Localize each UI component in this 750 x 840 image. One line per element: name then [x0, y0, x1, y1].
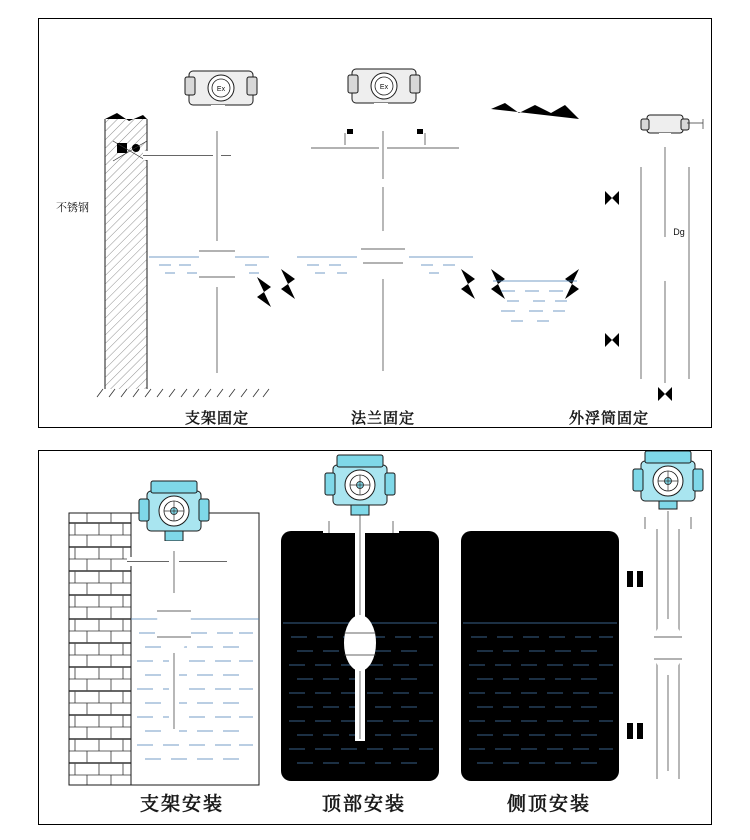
caption-bracket-fixed: 支架固定 [184, 410, 249, 427]
caption-side-top-mount: 侧顶安装 [506, 794, 591, 815]
figure-external-chamber-fixed [491, 103, 703, 409]
figure-top-mount [281, 455, 439, 781]
figure-flange-fixed [281, 61, 475, 389]
valve-upper [605, 183, 619, 205]
top-panel-drawing [39, 19, 711, 427]
caption-flange-fixed: 法兰固定 [350, 410, 415, 427]
caption-top-mount: 顶部安装 [321, 794, 406, 815]
transmitter-head-1 [185, 63, 257, 123]
caption-external-chamber-fixed: 外浮筒固定 [568, 410, 649, 427]
caption-bracket-mount: 支架安装 [139, 794, 224, 815]
transmitter-head-4 [139, 481, 209, 549]
stainless-steel-label: 不锈钢 [56, 202, 89, 214]
bottom-panel [38, 450, 712, 825]
bottom-panel-drawing [39, 451, 711, 824]
svg-text:Ex: Ex [216, 86, 226, 93]
valve-lower [605, 325, 619, 347]
top-panel [38, 18, 712, 428]
svg-text:Dg: Dg [673, 227, 685, 237]
figure-bracket-mount [69, 481, 259, 785]
svg-text:Ex: Ex [379, 84, 389, 91]
transmitter-head-6 [633, 451, 703, 509]
transmitter-head-3 [641, 107, 703, 141]
transmitter-head-2 [348, 61, 420, 121]
transmitter-head-5 [325, 455, 395, 515]
figure-side-top-mount [461, 451, 703, 781]
figure-bracket-fixed [94, 63, 271, 397]
valve-drain [658, 387, 672, 409]
